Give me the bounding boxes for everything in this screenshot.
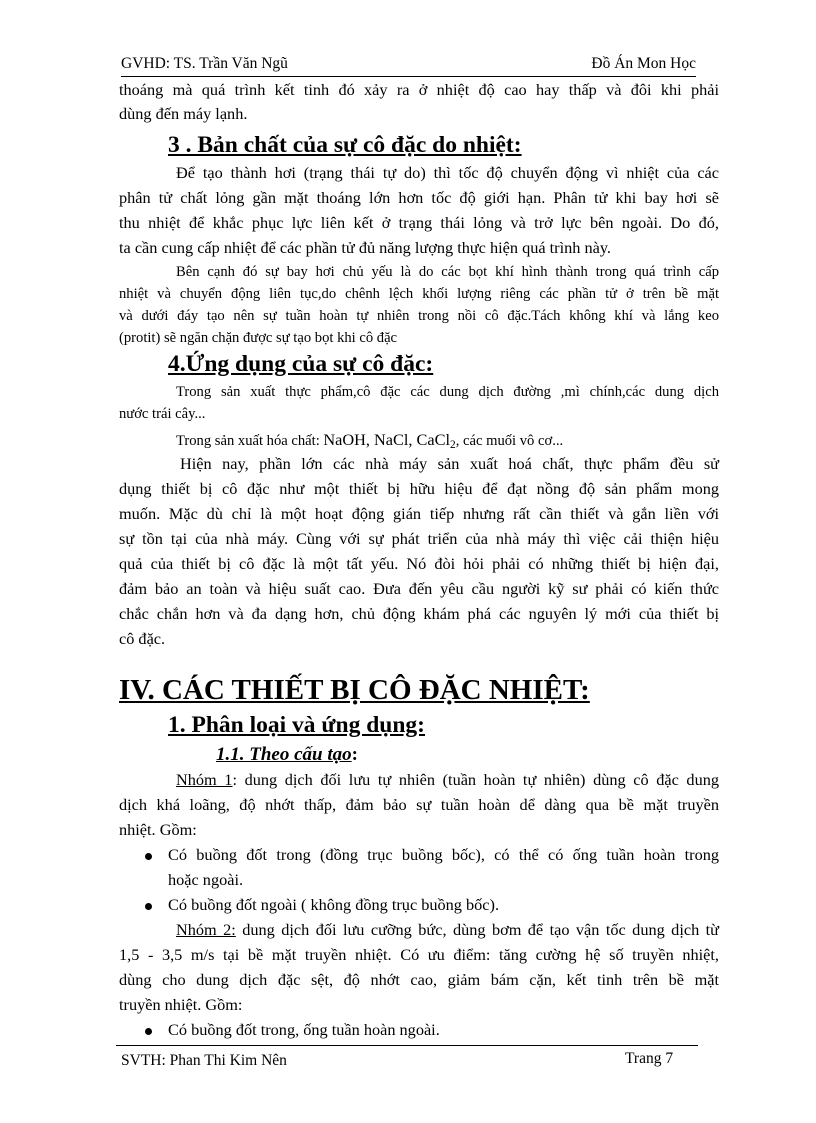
- paragraph-line: cô đặc.: [119, 629, 166, 648]
- group-label: Nhóm 2:: [176, 920, 236, 939]
- paragraph-line: [176, 430, 563, 450]
- section-heading: 3 . Bản chất của sự cô đặc do nhiệt:: [168, 132, 522, 158]
- bullet-icon: [145, 1028, 152, 1035]
- text-run: 1.1. Theo cấu tạo: [216, 744, 352, 765]
- text-run: : dung dịch đối lưu tự nhiên (tuần hoàn tự nhiên) dùng cô đặc dung: [232, 770, 719, 789]
- text-run: :: [351, 744, 358, 765]
- text-run: , các muối vô cơ...: [455, 433, 564, 449]
- group-label: Nhóm 1: [176, 770, 233, 789]
- paragraph-line: muốn. Mặc dù chỉ là một hoạt động gián tiếp nhưng rất cần thiết và gắn liền với: [119, 504, 719, 523]
- paragraph-line: nước trái cây...: [119, 406, 206, 422]
- paragraph-line: sự tồn tại của nhà máy. Cùng với sự phát triển của nhà máy thì việc cải thiện hiệu: [119, 529, 719, 548]
- page-number: Trang 7: [625, 1050, 674, 1067]
- paragraph-line: dụng thiết bị cô đặc như một thiết bị hữu hiệu để đạt nồng độ sản phẩm mong: [119, 479, 719, 498]
- header-course-title: Đồ Án Mon Học: [591, 55, 696, 72]
- paragraph-line: quả của thiết bị cô đặc là một tất yếu. Nó đòi hỏi phải có những thiết bị hiện đại,: [119, 554, 719, 573]
- bullet-line: hoặc ngoài.: [168, 870, 244, 889]
- paragraph-line: Trong sản xuất thực phẩm,cô đặc các dung dịch đường ,mì chính,các dung dịch: [176, 384, 719, 400]
- paragraph-line: 1,5 - 3,5 m/s tại bề mặt truyền nhiệt. Có ưu điểm: tăng cường hệ số truyền nhiệt,: [119, 945, 719, 964]
- paragraph-line: dịch khá loãng, độ nhớt thấp, đảm bảo sự tuần hoàn dể dàng qua bề mặt truyền: [119, 795, 719, 814]
- text-run: NaOH, NaCl, CaCl: [323, 430, 451, 449]
- paragraph-line: [176, 770, 719, 790]
- page-header: [121, 52, 696, 77]
- section-heading: 4.Ứng dụng của sự cô đặc:: [168, 351, 434, 377]
- paragraph-line: truyền nhiệt. Gồm:: [119, 995, 243, 1014]
- text-run: dung dịch đối lưu cưỡng bức, dùng bơm để tạo vận tốc dung dịch từ: [235, 920, 719, 939]
- subsection-heading: 1. Phân loại và ứng dụng:: [168, 712, 426, 738]
- header-supervisor: GVHD: TS. Trần Văn Ngũ: [121, 55, 288, 72]
- chemical-formula: [323, 430, 455, 449]
- paragraph-line: nhiệt và chuyển động liên tục,do chênh lệch khối lượng riêng các phần tử ở trên bề mặt: [119, 286, 719, 302]
- paragraph-line: chắc chắn hơn và đa dạng hơn, chủ động khám phá các nguyên lý mới của thiết bị: [119, 604, 719, 623]
- subsubsection-heading: [216, 744, 358, 766]
- paragraph-line: đảm bảo an toàn và hiệu suất cao. Đưa đến yêu cầu người kỹ sư phải có kiến thức: [119, 579, 719, 598]
- footer-divider: [116, 1045, 698, 1046]
- subscript: 2: [450, 439, 456, 451]
- paragraph-line: [176, 920, 719, 940]
- paragraph-line: thu nhiệt để khắc phục lực liên kết ở trạng thái lỏng và trở lực bên ngoài. Do đó,: [119, 213, 719, 232]
- bullet-line: Có buồng đốt ngoài ( không đồng trục buồng bốc).: [168, 895, 500, 914]
- paragraph-line: dùng đến máy lạnh.: [119, 104, 248, 123]
- paragraph-line: thoáng mà quá trình kết tinh đó xảy ra ở nhiệt độ cao hay thấp và đôi khi phải: [119, 80, 719, 99]
- bullet-icon: [145, 903, 152, 910]
- paragraph-line: nhiệt. Gồm:: [119, 820, 197, 839]
- paragraph-line: dùng cho dung dịch đặc sệt, độ nhớt cao, giảm bám cặn, kết tinh trên bề mặt: [119, 970, 719, 989]
- bullet-line: Có buồng đốt trong, ống tuần hoàn ngoài.: [168, 1020, 440, 1039]
- paragraph-line: Hiện nay, phần lớn các nhà máy sản xuất hoá chất, thực phẩm đều sử: [180, 454, 719, 473]
- paragraph-line: Bên cạnh đó sự bay hơi chủ yếu là do các bọt khí hình thành trong quá trình cấp: [176, 264, 719, 280]
- bullet-line: Có buồng đốt trong (đồng trục buồng bốc), có thể có ống tuần hoàn trong: [168, 845, 719, 864]
- paragraph-line: phân tử chất lỏng gần mặt thoáng lớn hơn tốc độ giới hạn. Phân tử khi bay hơi sẽ: [119, 188, 719, 207]
- footer-author: SVTH: Phan Thi Kim Nên: [121, 1052, 287, 1069]
- paragraph-line: ta cần cung cấp nhiệt để các phần tử đủ năng lượng thực hiện quá trình này.: [119, 238, 611, 257]
- paragraph-line: Để tạo thành hơi (trạng thái tự do) thì tốc độ chuyển động vì nhiệt của các: [176, 163, 719, 182]
- paragraph-line: (protit) sẽ ngăn chặn được sự tạo bọt khi cô đặc: [119, 330, 398, 346]
- text-run: Trong sản xuất hóa chất:: [176, 433, 324, 449]
- chapter-heading: IV. CÁC THIẾT BỊ CÔ ĐẶC NHIỆT:: [119, 674, 590, 706]
- bullet-icon: [145, 853, 152, 860]
- paragraph-line: và dưới đáy tạo nên sự tuần hoàn tự nhiên trong nồi cô đặc.Tách không khí và lắng keo: [119, 308, 719, 324]
